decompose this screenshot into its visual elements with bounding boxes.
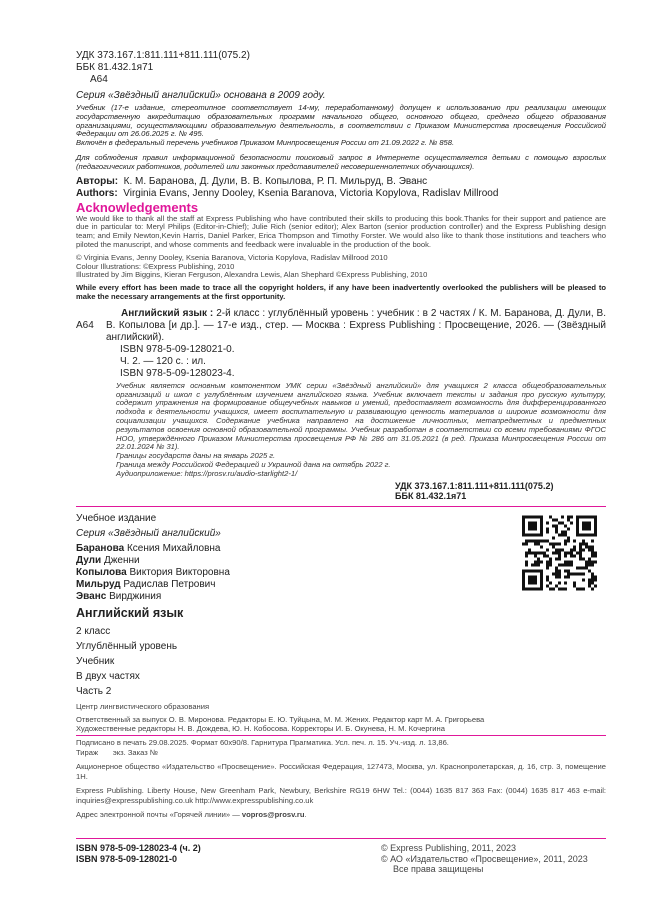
book-title: Английский язык	[76, 606, 184, 621]
label: Авторы:	[76, 175, 119, 187]
label: Authors:	[76, 187, 118, 199]
copyright: © Express Publishing, 2011, 2023	[381, 843, 517, 854]
book-title: Английский язык :	[121, 307, 214, 319]
record: 2-й класс : углублённый уровень : учебник : в 2 частях / К. М. Баранова, Д. Дули, В. В. Копылова [и др.]. — 17-е изд., стер. — Москва : Express Publishing : Просвещение, 2026. — (Звёздный английский).	[106, 307, 606, 343]
copyright-notice: While every effort has been made to trace all the copyright holders, if any have been inadvertently overlooked the publishers will be pleased to make the necessary arrangements at the first opportunity.	[76, 283, 606, 301]
series: Серия «Звёздный английский»	[76, 528, 221, 540]
staff: Художественные редакторы Н. В. Дождева, Ю. Н. Кобосова. Корректоры И. Б. Окунева, Н. М. Кочергина	[76, 723, 445, 733]
catalog-codes	[76, 50, 606, 86]
borders-note: Граница между Российской Федерацией и Украиной дана на октябрь 2022 г.	[116, 459, 391, 469]
bbk: ББК 81.432.1я71	[76, 62, 154, 73]
isbn: ISBN 978-5-09-128021-0.	[120, 343, 235, 355]
annotation: Учебник является основным компонентом УМК серии «Звёздный английский» для учащихся 2 класса общеобразовательных организаций и школ с углублённым изучением английского языка. Учебник включает тексты и задания про русскую культуру, содержит упражнения на формирование общеучебных навыков и умений, предоставляет возможность для дифференцированного подхода к деятельности учащихся, имеет воспитательную и развивающую ценность материалов и широкие возможности для социализации учащихся. Содержание учебника направлено на достижение личностных, метапредметных и предметных результатов освоения основной образовательной программы. Учебник разработан в соответствии со всеми требованиями ФГОС НОО, утверждённого Приказом Министерства просвещения РФ № 286 от 31.05.2021 (в ред. Приказа Минпросвещения России от 22.01.2024 № 31).	[116, 380, 606, 452]
part-info: Ч. 2. — 120 с. : ил.	[120, 355, 206, 367]
isbn: ISBN 978-5-09-128021-0	[76, 853, 178, 864]
audio-link: Аудиоприложение: https://prosv.ru/audio-starlight2-1/	[116, 468, 298, 478]
safety-text: Для соблюдения правил информационной безопасности поисковый запрос в Интернете осуществляется детьми с помощью взрослых (педагогических работников, родителей или законных представителей несовершеннолетних обучающихся).	[76, 152, 606, 171]
names: Virginia Evans, Jenny Dooley, Ksenia Baranova, Victoria Kopylova, Radislav Millrood	[123, 187, 499, 199]
copyright: © АО «Издательство «Просвещение», 2011, 2023	[381, 853, 588, 864]
hotline: Адрес электронной почты «Горячей линии» — vopros@prosv.ru.	[76, 810, 307, 820]
isbn: ISBN 978-5-09-128023-4 (ч. 2)	[76, 843, 201, 854]
first-name: Вирджиния	[109, 591, 162, 603]
hotline-label: Адрес электронной почты «Горячей линии» —	[76, 810, 240, 820]
staff: Ответственный за выпуск О. В. Миронова. Редакторы Е. Ю. Туйцына, М. М. Жених. Редактор карт М. А. Григорьева	[76, 714, 485, 724]
last-name: Эванс	[76, 591, 107, 603]
express-address: Express Publishing. Liberty House, New Greenham Park, Newbury, Berkshire RG19 6HW Tel.: (0044) 1635 817 363 Fax: (0044) 1635 817 463 e-mail: inquiries@expresspublishing.co.uk http://www.expresspublishing.co.uk	[76, 786, 606, 805]
udk: УДК 373.167.1:811.111+811.111(075.2)	[395, 480, 554, 491]
udk: УДК 373.167.1:811.111+811.111(075.2)	[76, 50, 250, 61]
isbn: ISBN 978-5-09-128023-4.	[120, 367, 235, 379]
authors-ru	[76, 176, 606, 188]
divider	[76, 838, 606, 840]
footer-isbn	[76, 843, 381, 875]
staff-block	[76, 703, 606, 733]
signed: Подписано в печать 29.08.2025. Формат 60x90/8. Гарнитура Прагматика. Усл. печ. л. 15. Уч.-изд. л. 13,86.	[76, 738, 449, 748]
udk-bbk-bold	[395, 481, 606, 502]
level: Углублённый уровень	[76, 641, 178, 653]
bibliographic-record	[76, 308, 606, 380]
kind: Учебник	[76, 656, 115, 668]
bbk: ББК 81.432.1я71	[395, 491, 467, 502]
rights: Все права защищены	[393, 864, 484, 875]
center: Центр лингвистического образования	[76, 702, 210, 712]
first-name: Ксения Михайловна	[126, 543, 221, 555]
grade: 2 класс	[76, 626, 111, 638]
illustrated-by: Illustrated by Jim Biggins, Kieran Ferguson, Alexandra Lewis, Alan Shephard ©Express Publishing, 2010	[76, 270, 428, 280]
first-name: Радислав Петрович	[123, 579, 216, 591]
edition-type: Учебное издание	[76, 513, 157, 525]
last-name: Копылова	[76, 567, 127, 579]
last-name: Дули	[76, 555, 102, 567]
copyright: © Virginia Evans, Jenny Dooley, Ksenia Baranova, Victoria Kopylova, Radislav Millrood 2010	[76, 252, 388, 262]
first-name: Виктория Викторовна	[129, 567, 230, 579]
footer	[76, 843, 606, 875]
copyright-block	[76, 254, 606, 280]
imprint	[76, 738, 606, 820]
hotline-email[interactable]: vopros@prosv.ru	[241, 810, 305, 820]
borders-note: Границы государств даны на январь 2025 г.	[116, 451, 276, 461]
colour-illustrations: Colour Illustrations: ©Express Publishing, 2010	[76, 261, 235, 271]
part: Часть 2	[76, 686, 112, 698]
ack-body: We would like to thank all the staff at Express Publishing who have contributed their skills to producing this book.Thanks for their support and patience are due in particular to: Meryl Philips (Editor-in-Chief); Julie Rich (senior editor); Alex Barton (senior production controller) and the Express Publishing design team; and Emily Newton,Kevin Harris, Daniel Parker, Erica Thompson and Timothy Forster. We would also like to thank those institutions and teachers who piloted the manuscript, and whose comments and feedback were invaluable in the production of the book.	[76, 213, 606, 249]
names: К. М. Баранова, Д. Дули, В. В. Копылова, Р. П. Мильруд, В. Эванс	[123, 175, 428, 187]
tirage: Тираж экз. Заказ №	[76, 747, 158, 757]
authors-en	[76, 188, 606, 200]
edition-block	[76, 513, 606, 699]
annotation-block	[76, 382, 606, 479]
first-name: Дженни	[103, 555, 140, 567]
footer-copyright	[381, 843, 588, 875]
author	[76, 591, 606, 603]
approval-text: Учебник (17-е издание, стереотипное соответствует 14-му, переработанному) допущен к использованию при реализации имеющих государственную аккредитацию образовательных программ начального общего, основного общего, среднего общего образования организациями, осуществляющими образовательную деятельность, в соответствии с Приказом Министерства просвещения Российской Федерации от 26.06.2025 г. № 495.	[76, 103, 606, 139]
last-name: Баранова	[76, 543, 125, 555]
prosv-address: Акционерное общество «Издательство «Просвещение». Российская Федерация, 127473, Москва, ул. Краснопролетарская, д. 16, стр. 3, помещение 1Н.	[76, 762, 606, 781]
author-code: А64	[76, 319, 94, 331]
parts: В двух частях	[76, 671, 140, 683]
included-text: Включён в федеральный перечень учебников Приказом Минпросвещения России от 21.09.2022 г. № 858.	[76, 138, 455, 148]
ack-title: Acknowledgements	[76, 199, 199, 215]
last-name: Мильруд	[76, 579, 121, 591]
qr-code	[522, 515, 597, 591]
divider	[76, 735, 606, 736]
divider	[76, 506, 606, 508]
author-code: А64	[90, 74, 108, 85]
series-founded: Серия «Звёздный английский» основана в 2009 году.	[76, 90, 326, 101]
